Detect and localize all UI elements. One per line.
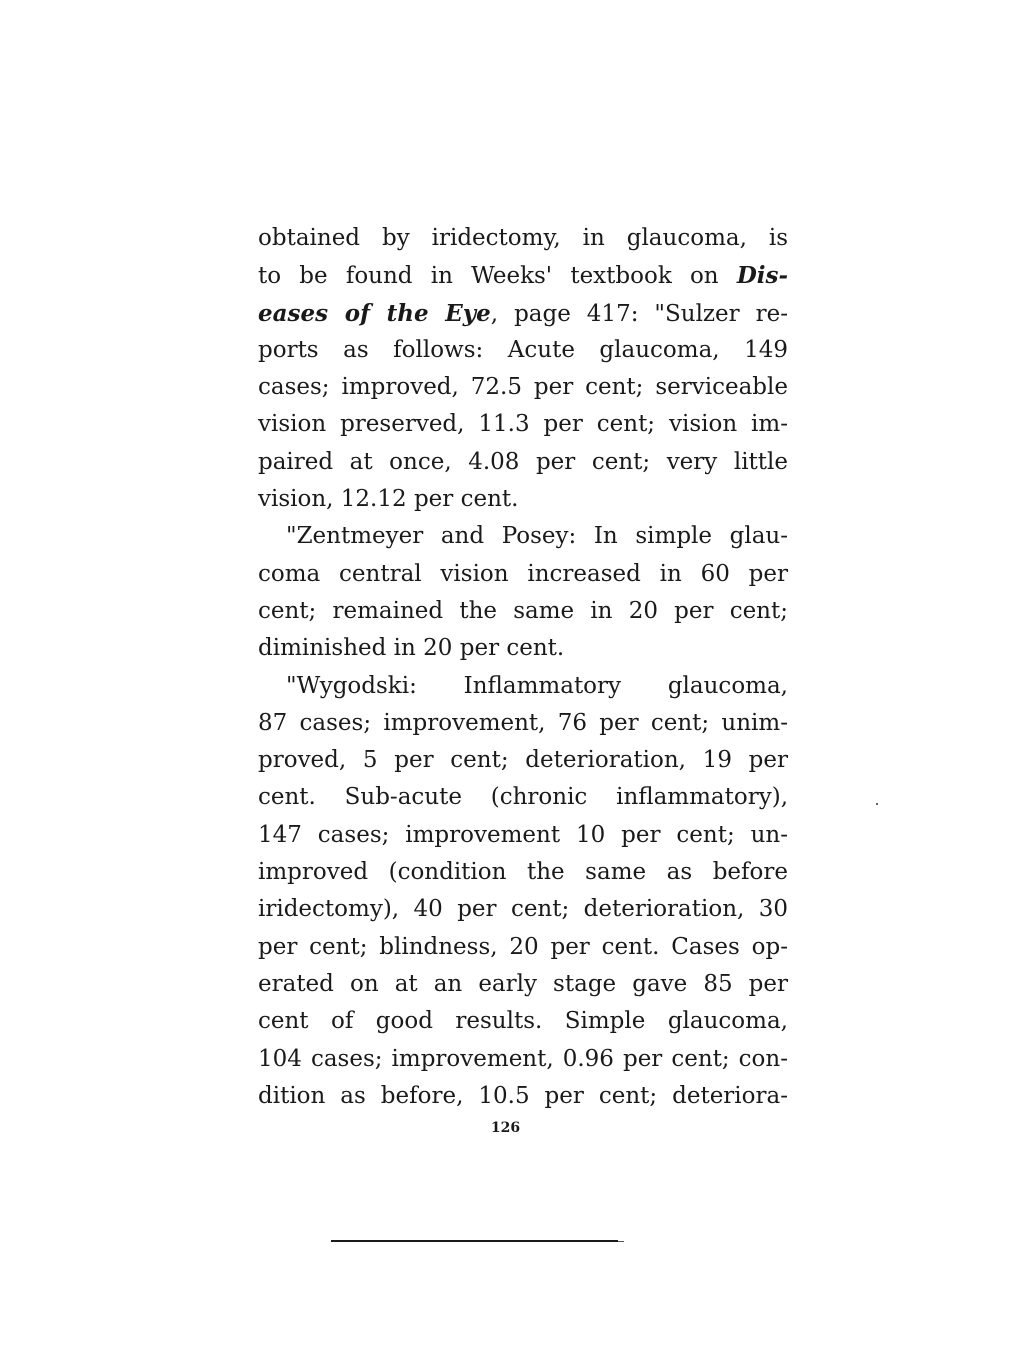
scan-speck	[876, 803, 878, 805]
text-line-22: cent of good results. Simple glaucoma,	[258, 1008, 788, 1035]
text-line-15: proved, 5 per cent; deterioration, 19 per	[258, 747, 788, 774]
text-line-4: ports as follows: Acute glaucoma, 149	[258, 336, 788, 363]
text-line-18: improved (condition the same as before	[258, 859, 788, 886]
text-line-19: iridectomy), 40 per cent; deterioration, 30	[258, 896, 788, 923]
footer-rule-tick	[618, 1241, 624, 1242]
text-line-3	[258, 295, 788, 332]
text-line-1: obtained by iridectomy, in glaucoma, is	[258, 225, 788, 251]
book-title-part2: eases of the Eye	[258, 299, 491, 327]
book-title-part1: Dis-	[736, 262, 788, 290]
text-line-11: cent; remained the same in 20 per cent;	[258, 597, 788, 624]
text-line-7: paired at once, 4.08 per cent; very little	[258, 448, 788, 475]
footer-rule	[331, 1240, 618, 1242]
text-line-20: per cent; blindness, 20 per cent. Cases op-	[258, 933, 788, 960]
text-line-13: "Wygodski: Inflammatory glaucoma,	[286, 672, 788, 699]
text-line-2-plain: to be found in Weeks' textbook on	[258, 263, 737, 290]
text-line-17: 147 cases; improvement 10 per cent; un-	[258, 821, 788, 848]
page-number: 126	[490, 1120, 521, 1136]
text-line-9: "Zentmeyer and Posey: In simple glau-	[286, 523, 788, 550]
text-line-16: cent. Sub-acute (chronic inflammatory),	[258, 784, 788, 811]
text-line-8: vision, 12.12 per cent.	[258, 486, 519, 513]
text-line-24: dition as before, 10.5 per cent; deteriora-	[258, 1082, 788, 1109]
text-line-10: coma central vision increased in 60 per	[258, 560, 788, 587]
text-line-21: erated on at an early stage gave 85 per	[258, 970, 788, 997]
text-line-5: cases; improved, 72.5 per cent; serviceable	[258, 374, 788, 401]
text-line-3-plain: , page 417: "Sulzer re-	[490, 300, 788, 327]
text-line-2	[258, 257, 788, 294]
text-line-23: 104 cases; improvement, 0.96 per cent; con-	[258, 1045, 788, 1072]
text-line-12: diminished in 20 per cent.	[258, 635, 565, 662]
text-line-14: 87 cases; improvement, 76 per cent; unim-	[258, 709, 788, 736]
text-line-6: vision preserved, 11.3 per cent; vision im-	[258, 411, 788, 438]
body-text	[258, 220, 788, 1115]
